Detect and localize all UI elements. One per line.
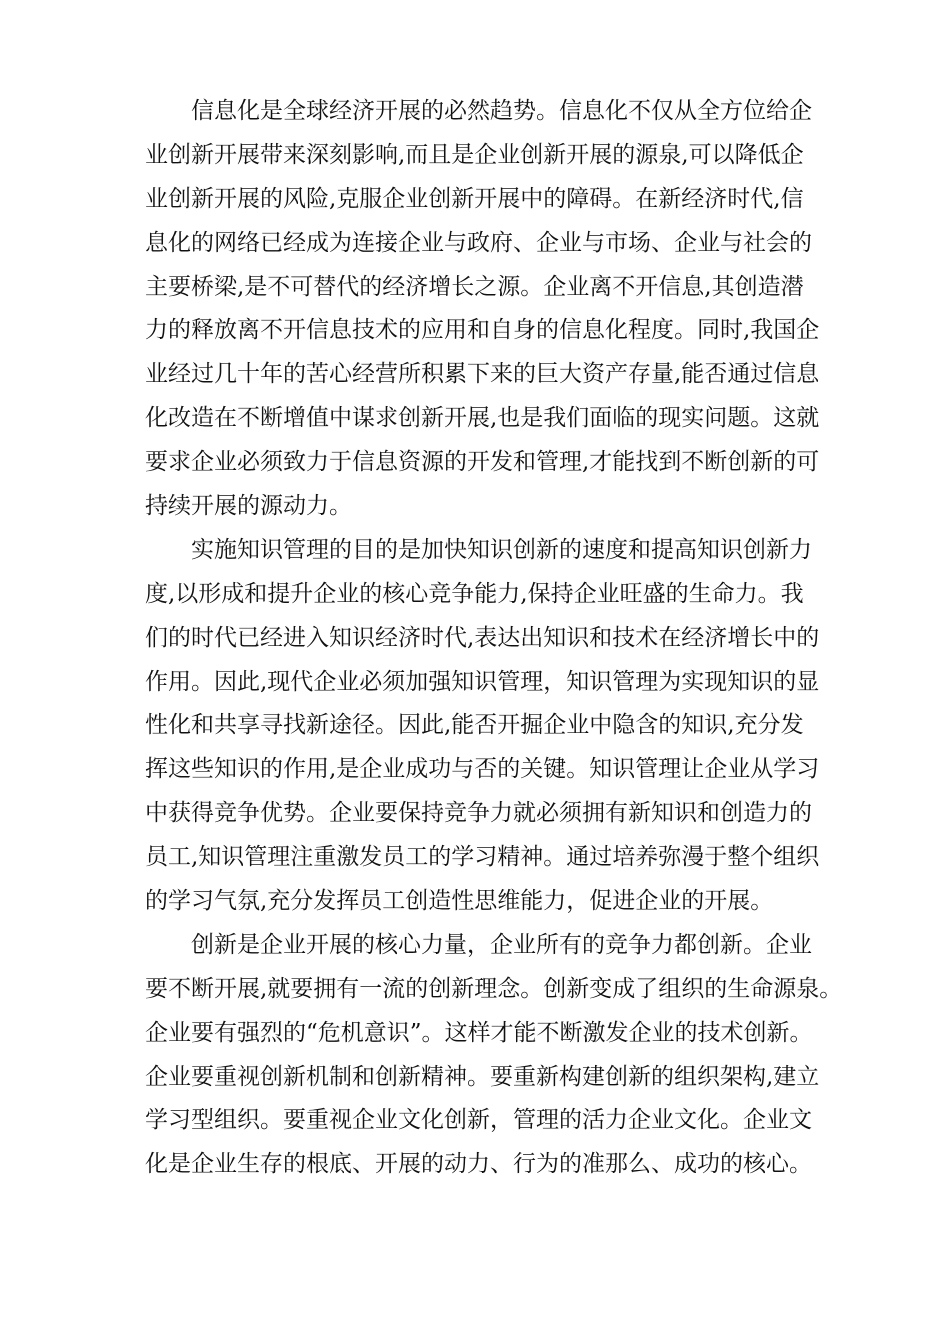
paragraph-line: 中获得竞争优势。企业要保持竞争力就必须拥有新知识和创造力的 [145, 800, 812, 827]
paragraph-line: 员工,知识管理注重激发员工的学习精神。通过培养弥漫于整个组织 [145, 844, 820, 871]
paragraph-line: 息化的网络已经成为连接企业与政府、企业与市场、企业与社会的 [145, 229, 812, 256]
paragraph-3 [145, 924, 843, 1187]
paragraph-line: 业创新开展带来深刻影响,而且是企业创新开展的源泉,可以降低企 [145, 141, 804, 168]
paragraph-line: 业创新开展的风险,克服企业创新开展中的障碍。在新经济时代,信 [145, 185, 804, 212]
paragraph-line: 创新是企业开展的核心力量，企业所有的竞争力都创新。企业 [191, 931, 812, 958]
paragraph-line: 学习型组织。要重视企业文化创新，管理的活力企业文化。企业文 [145, 1107, 812, 1134]
paragraph-line: 挥这些知识的作用,是企业成功与否的关键。知识管理让企业从学习 [145, 756, 820, 783]
paragraph-line: 业经过几十年的苦心经营所积累下来的巨大资产存量,能否通过信息 [145, 361, 820, 388]
paragraph-line: 信息化是全球经济开展的必然趋势。信息化不仅从全方位给企 [191, 98, 812, 124]
paragraph-line: 企业要重视创新机制和创新精神。要重新构建创新的组织架构,建立 [145, 1063, 820, 1090]
paragraph-line: 持续开展的源动力。 [145, 493, 352, 520]
paragraph-line: 作用。因此,现代企业必须加强知识管理，知识管理为实现知识的显 [145, 668, 820, 695]
paragraph-line: 实施知识管理的目的是加快知识创新的速度和提高知识创新力 [191, 536, 812, 563]
paragraph-line: 化改造在不断增值中谋求创新开展,也是我们面临的现实问题。这就 [145, 405, 820, 432]
paragraph-line: 要求企业必须致力于信息资源的开发和管理,才能找到不断创新的可 [145, 449, 820, 476]
paragraph-1 [145, 90, 835, 529]
paragraph-line: 力的释放离不开信息技术的应用和自身的信息化程度。同时,我国企 [145, 317, 820, 344]
paragraph-2 [145, 529, 835, 924]
paragraph-line: 度,以形成和提升企业的核心竞争能力,保持企业旺盛的生命力。我 [145, 580, 804, 607]
paragraph-line: 企业要有强烈的“危机意识”。这样才能不断激发企业的技术创新。 [145, 1019, 813, 1046]
body-text [145, 90, 843, 1187]
paragraph-line: 化是企业生存的根底、开展的动力、行为的准那么、成功的核心。 [145, 1151, 812, 1178]
paragraph-line: 性化和共享寻找新途径。因此,能否开掘企业中隐含的知识,充分发 [145, 712, 804, 739]
paragraph-line: 要不断开展,就要拥有一流的创新理念。创新变成了组织的生命源泉。 [145, 975, 843, 1002]
paragraph-line: 主要桥梁,是不可替代的经济增长之源。企业离不开信息,其创造潜 [145, 273, 804, 300]
paragraph-line: 的学习气氛,充分发挥员工创造性思维能力，促进企业的开展。 [145, 888, 774, 915]
paragraph-line: 们的时代已经进入知识经济时代,表达出知识和技术在经济增长中的 [145, 624, 820, 651]
